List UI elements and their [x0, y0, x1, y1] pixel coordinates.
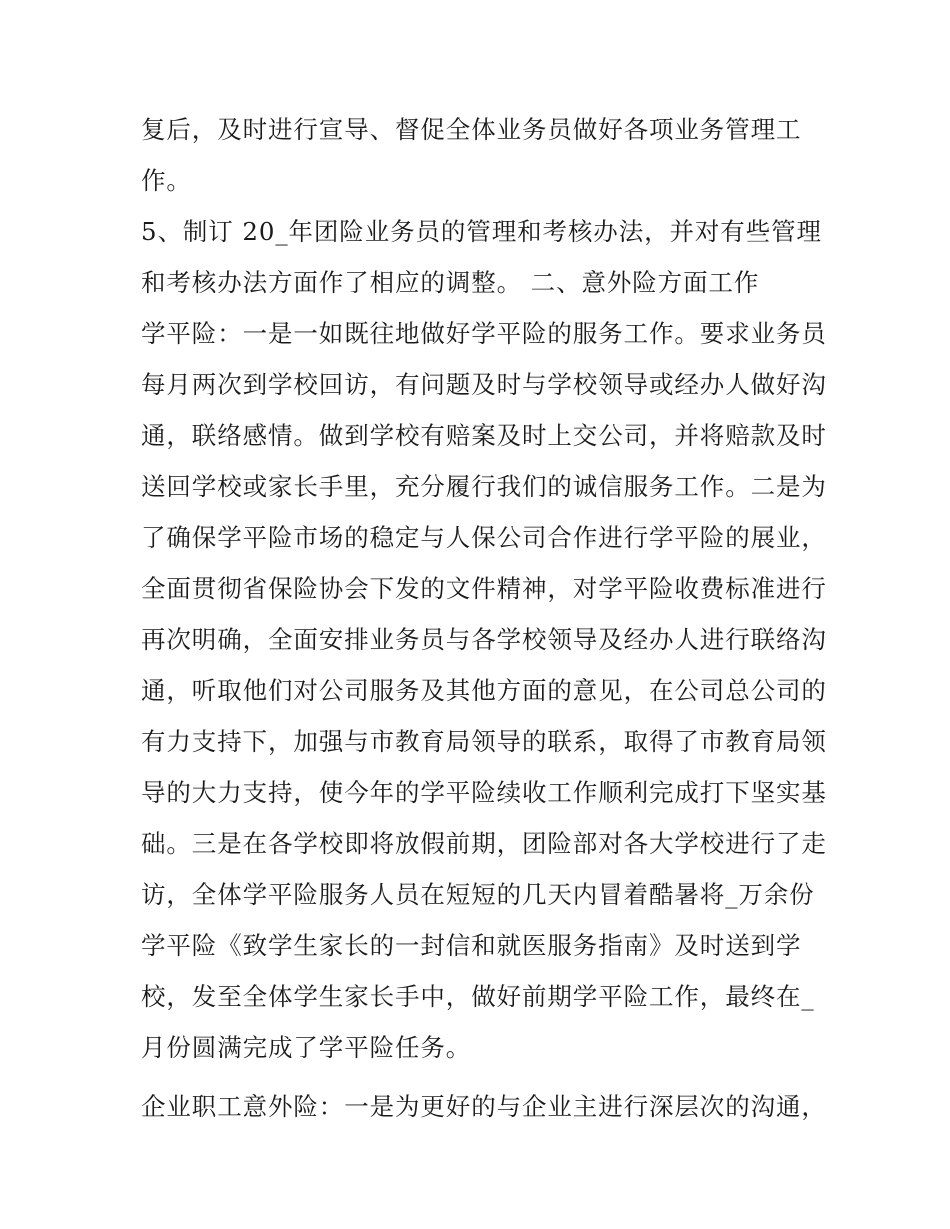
document-body [141, 104, 827, 1132]
text-line: 了确保学平险市场的稳定与人保公司合作进行学平险的展业， [141, 523, 827, 552]
text-line: 月份圆满完成了学平险任务。 [141, 1033, 472, 1062]
text-line: 校，发至全体学生家长手中，做好前期学平险工作，最终在_ [141, 982, 815, 1011]
paragraph-gap [141, 1073, 821, 1081]
paragraph [141, 206, 827, 1073]
text-line: 通，联络感情。做到学校有赔案及时上交公司，并将赔款及时 [141, 421, 827, 450]
text-line: 企业职工意外险：一是为更好的与企业主进行深层次的沟通， [141, 1092, 827, 1121]
paragraph [141, 104, 821, 206]
text-line: 作。 [141, 166, 192, 195]
text-line: 导的大力支持，使今年的学平险续收工作顺利完成打下坚实基 [141, 778, 827, 807]
text-line: 学平险《致学生家长的一封信和就医服务指南》及时送到学 [141, 931, 802, 960]
paragraph [141, 1081, 827, 1132]
text-line: 再次明确，全面安排业务员与各学校领导及经办人进行联络沟 [141, 625, 827, 654]
text-line: 5、制订 20_年团险业务员的管理和考核办法，并对有些管理 [141, 217, 822, 246]
text-line: 复后，及时进行宣导、督促全体业务员做好各项业务管理工 [141, 115, 802, 144]
text-line: 每月两次到学校回访，有问题及时与学校领导或经办人做好沟 [141, 370, 827, 399]
text-line: 送回学校或家长手里，充分履行我们的诚信服务工作。二是为 [141, 472, 827, 501]
text-line: 和考核办法方面作了相应的调整。 二、意外险方面工作 [141, 268, 760, 297]
text-line: 通，听取他们对公司服务及其他方面的意见，在公司总公司的 [141, 676, 827, 705]
text-line: 础。三是在各学校即将放假前期，团险部对各大学校进行了走 [141, 829, 827, 858]
text-line: 有力支持下，加强与市教育局领导的联系，取得了市教育局领 [141, 727, 827, 756]
text-line: 全面贯彻省保险协会下发的文件精神，对学平险收费标准进行 [141, 574, 827, 603]
text-line: 访，全体学平险服务人员在短短的几天内冒着酷暑将_万余份 [141, 880, 815, 909]
text-line: 学平险：一是一如既往地做好学平险的服务工作。要求业务员 [141, 319, 827, 348]
